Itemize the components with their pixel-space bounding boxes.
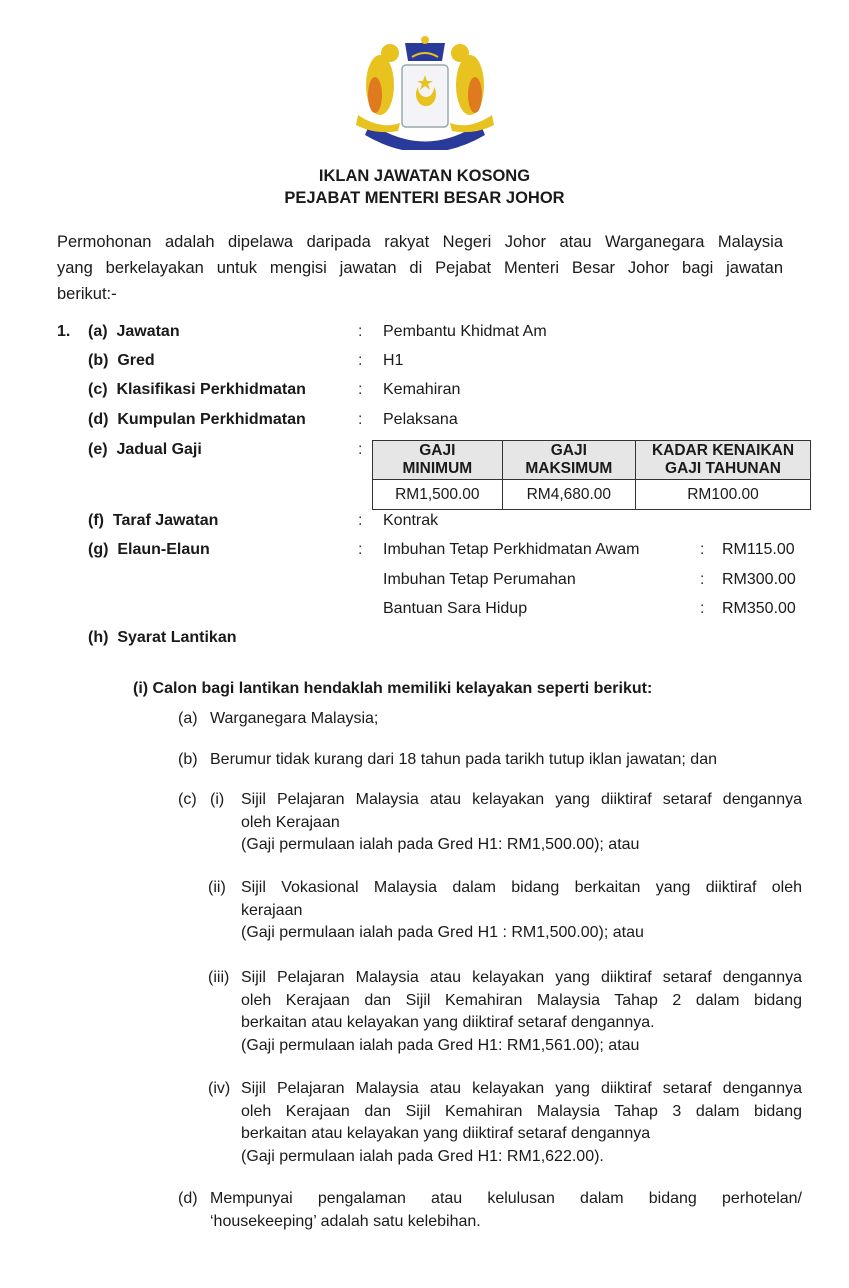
salary-table-header — [373, 441, 811, 480]
allowance-amount: RM115.00 — [722, 541, 795, 558]
field-klasifikasi: (c) Klasifikasi Perkhidmatan — [88, 381, 306, 398]
item-number: 1. — [57, 323, 71, 340]
requirement-a: Warganegara Malaysia; — [210, 710, 379, 727]
requirement-c-option-ii: Sijil Vokasional Malaysia dalam bidang berkaitan yang diiktiraf oleh kerajaan (Gaji permulaan ialah pada Gred H1 : RM1,500.00); atau — [241, 879, 802, 942]
document-title: IKLAN JAWATAN KOSONG — [318, 167, 531, 185]
field-kumpulan: (d) Kumpulan Perkhidmatan — [88, 411, 306, 428]
requirement-c-option-iv: Sijil Pelajaran Malaysia atau kelayakan yang diiktiraf setaraf dengannya oleh Kerajaan dan Sijil Kemahiran Malaysia Tahap 3 dalam bidang berkaitan atau kelayakan yang diiktiraf setaraf dengannya (Gaji permulaan ialah pada Gred H1: RM1,622.00). — [241, 1080, 802, 1166]
field-gred-value: H1 — [383, 352, 404, 369]
table-row: RM1,500.00 RM4,680.00 RM100.00 — [373, 480, 811, 510]
field-taraf-value: Kontrak — [383, 512, 439, 529]
field-gred: (b) Gred — [88, 352, 155, 369]
field-jawatan-value: Pembantu Khidmat Am — [383, 323, 547, 340]
requirement-c-option-i: Sijil Pelajaran Malaysia atau kelayakan yang diiktiraf setaraf dengannya oleh Kerajaan (Gaji permulaan ialah pada Gred H1: RM1,500.00); atau — [241, 791, 802, 854]
field-kumpulan-value: Pelaksana — [383, 411, 458, 428]
salary-table — [372, 440, 811, 510]
field-syarat: (h) Syarat Lantikan — [88, 629, 237, 646]
field-jadual-gaji: (e) Jadual Gaji — [88, 441, 202, 458]
johor-crest-logo — [350, 35, 500, 150]
allowance-amount: RM350.00 — [722, 600, 796, 617]
field-klasifikasi-value: Kemahiran — [383, 381, 461, 398]
allowance-name: Bantuan Sara Hidup — [383, 600, 528, 617]
field-elaun: (g) Elaun-Elaun — [88, 541, 210, 558]
allowance-name: Imbuhan Tetap Perkhidmatan Awam — [383, 541, 640, 558]
header-gaji-maksimum: GAJI MAKSIMUM — [502, 441, 635, 480]
allowance-name: Imbuhan Tetap Perumahan — [383, 571, 576, 588]
allowance-amount: RM300.00 — [722, 571, 796, 588]
field-jawatan: (a) Jawatan — [88, 323, 180, 340]
header-kadar-kenaikan: KADAR KENAIKAN GAJI TAHUNAN — [636, 441, 811, 480]
requirements-heading: (i) Calon bagi lantikan hendaklah memiliki kelayakan seperti berikut: — [133, 680, 653, 697]
requirement-d: Mempunyai pengalaman atau kelulusan dalam bidang perhotelan/ ‘housekeeping’ adalah satu kelebihan. — [210, 1190, 802, 1230]
requirement-c-option-iii: Sijil Pelajaran Malaysia atau kelayakan yang diiktiraf setaraf dengannya oleh Kerajaan dan Sijil Kemahiran Malaysia Tahap 2 dalam bidang berkaitan atau kelayakan yang diiktiraf setaraf dengannya. (Gaji permulaan ialah pada Gred H1: RM1,561.00); atau — [241, 969, 802, 1055]
document-subtitle: PEJABAT MENTERI BESAR JOHOR — [284, 189, 565, 207]
intro-paragraph: Permohonan adalah dipelawa daripada rakyat Negeri Johor atau Warganegara Malaysia yang berkelayakan untuk mengisi jawatan di Pejabat Menteri Besar Johor bagi jawatan berikut:- — [57, 233, 783, 303]
requirement-b: Berumur tidak kurang dari 18 tahun pada tarikh tutup iklan jawatan; dan — [210, 751, 717, 768]
header-gaji-minimum: GAJI MINIMUM — [373, 441, 503, 480]
field-taraf: (f) Taraf Jawatan — [88, 512, 219, 529]
